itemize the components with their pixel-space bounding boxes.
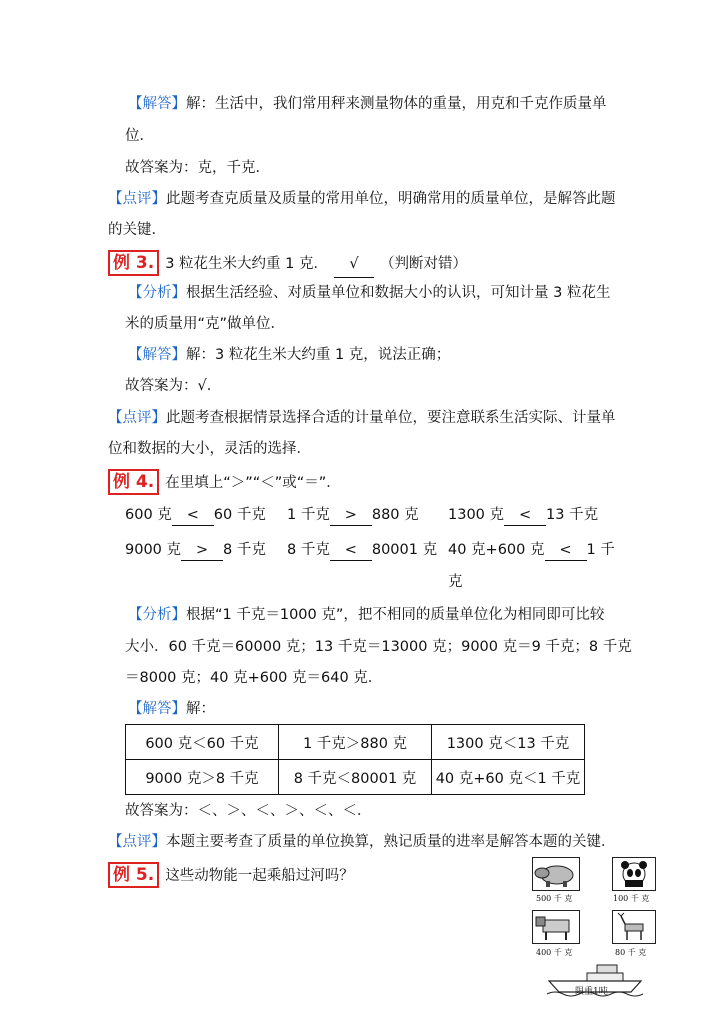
- comparison-item: 600 克 < 60 千克: [125, 505, 266, 526]
- comparison-item: 9000 克 > 8 千克: [125, 540, 266, 561]
- example-5-question: 例 5. 这些动物能一起乘船过河吗？: [108, 862, 354, 889]
- example-label: 例 4.: [108, 469, 159, 495]
- analysis-tag: 【分析】: [128, 285, 186, 301]
- answer-blank: √: [334, 251, 374, 278]
- review-tag: 【点评】: [108, 410, 166, 426]
- comparison-blank: <: [545, 540, 587, 561]
- review-tag: 【点评】: [108, 191, 166, 207]
- answer-tag: 【解答】: [128, 701, 186, 717]
- conclusion-line: 故答案为：＜、＞、＜、＞、＜、＜．: [125, 803, 372, 819]
- analysis-line: ＝8000 克；40 克+600 克＝640 克．: [125, 670, 383, 686]
- comparison-blank: >: [330, 505, 372, 526]
- analysis-line: 【分析】根据“1 千克＝1000 克”，把不相同的质量单位化为相同即可比较: [128, 607, 605, 623]
- answer-tag: 【解答】: [128, 347, 186, 363]
- table-cell: 8 千克＜80001 克: [279, 760, 432, 795]
- panda-icon: [612, 857, 656, 891]
- animal-weight: 400 千 克: [536, 948, 573, 957]
- table-cell: 600 克＜60 千克: [126, 725, 279, 760]
- review-line: 【点评】本题主要考查了质量的单位换算，熟记质量的进率是解答本题的关键．: [108, 834, 616, 850]
- hippo-icon: [532, 857, 580, 891]
- review-line: 【点评】此题考查克质量及质量的常用单位，明确常用的质量单位，是解答此题: [108, 191, 616, 207]
- analysis-line: 【分析】根据生活经验、对质量单位和数据大小的认识，可知计量 3 粒花生: [128, 285, 611, 301]
- example-4-question: 例 4. 在里填上“＞”“＜”或“＝”．: [108, 469, 341, 496]
- example-3-question: 例 3. 3 粒花生米大约重 1 克． √ （判断对错）: [108, 250, 467, 278]
- comparison-item: 1 千克 > 880 克: [287, 505, 419, 526]
- table-row: [126, 725, 585, 760]
- review-line: 的关键．: [108, 222, 166, 238]
- answer-line: 【解答】解：: [128, 701, 215, 717]
- answer-table: [125, 724, 585, 795]
- table-cell: 9000 克＞8 千克: [126, 760, 279, 795]
- conclusion-line: 故答案为：√．: [125, 378, 222, 394]
- comparison-blank: >: [181, 540, 223, 561]
- table-row: [126, 760, 585, 795]
- comparison-item: 8 千克 < 80001 克: [287, 540, 437, 561]
- boat-weight-limit: 限重1吨: [575, 987, 608, 997]
- review-tag: 【点评】: [108, 834, 166, 850]
- table-cell: 1 千克＞880 克: [279, 725, 432, 760]
- table-cell: 1300 克＜13 千克: [432, 725, 585, 760]
- comparison-item: 1300 克 < 13 千克: [448, 505, 598, 526]
- deer-icon: [612, 910, 656, 944]
- review-line: 位和数据的大小，灵活的选择．: [108, 441, 311, 457]
- table-cell: 40 克+60 克＜1 千克: [432, 760, 585, 795]
- conclusion-line: 故答案为：克，千克．: [125, 160, 270, 176]
- analysis-line: 米的质量用“克”做单位．: [125, 316, 286, 332]
- cow-icon: [532, 910, 580, 944]
- answer-line: 【解答】解：生活中，我们常用秤来测量物体的重量，用克和千克作质量单: [128, 96, 607, 112]
- analysis-line: 大小．60 千克＝60000 克；13 千克＝13000 克；9000 克＝9 千克；8 千克: [125, 639, 632, 655]
- example-label: 例 5.: [108, 862, 159, 888]
- animal-weight: 100 千 克: [613, 894, 650, 903]
- comparison-item: 40 克+600 克 < 1 千: [448, 540, 615, 561]
- answer-tag: 【解答】: [128, 96, 186, 112]
- comparison-blank: <: [504, 505, 546, 526]
- review-line: 【点评】此题考查根据情景选择合适的计量单位，要注意联系生活实际、计量单: [108, 410, 616, 426]
- comparison-wrap: 克: [448, 574, 463, 590]
- comparison-blank: <: [172, 505, 214, 526]
- answer-line: 位．: [125, 128, 154, 144]
- animal-weight: 80 千 克: [615, 948, 647, 957]
- animal-weight: 500 千 克: [536, 894, 573, 903]
- example-label: 例 3.: [108, 250, 159, 276]
- answer-line: 【解答】解：3 粒花生米大约重 1 克，说法正确；: [128, 347, 451, 363]
- analysis-tag: 【分析】: [128, 607, 186, 623]
- comparison-blank: <: [330, 540, 372, 561]
